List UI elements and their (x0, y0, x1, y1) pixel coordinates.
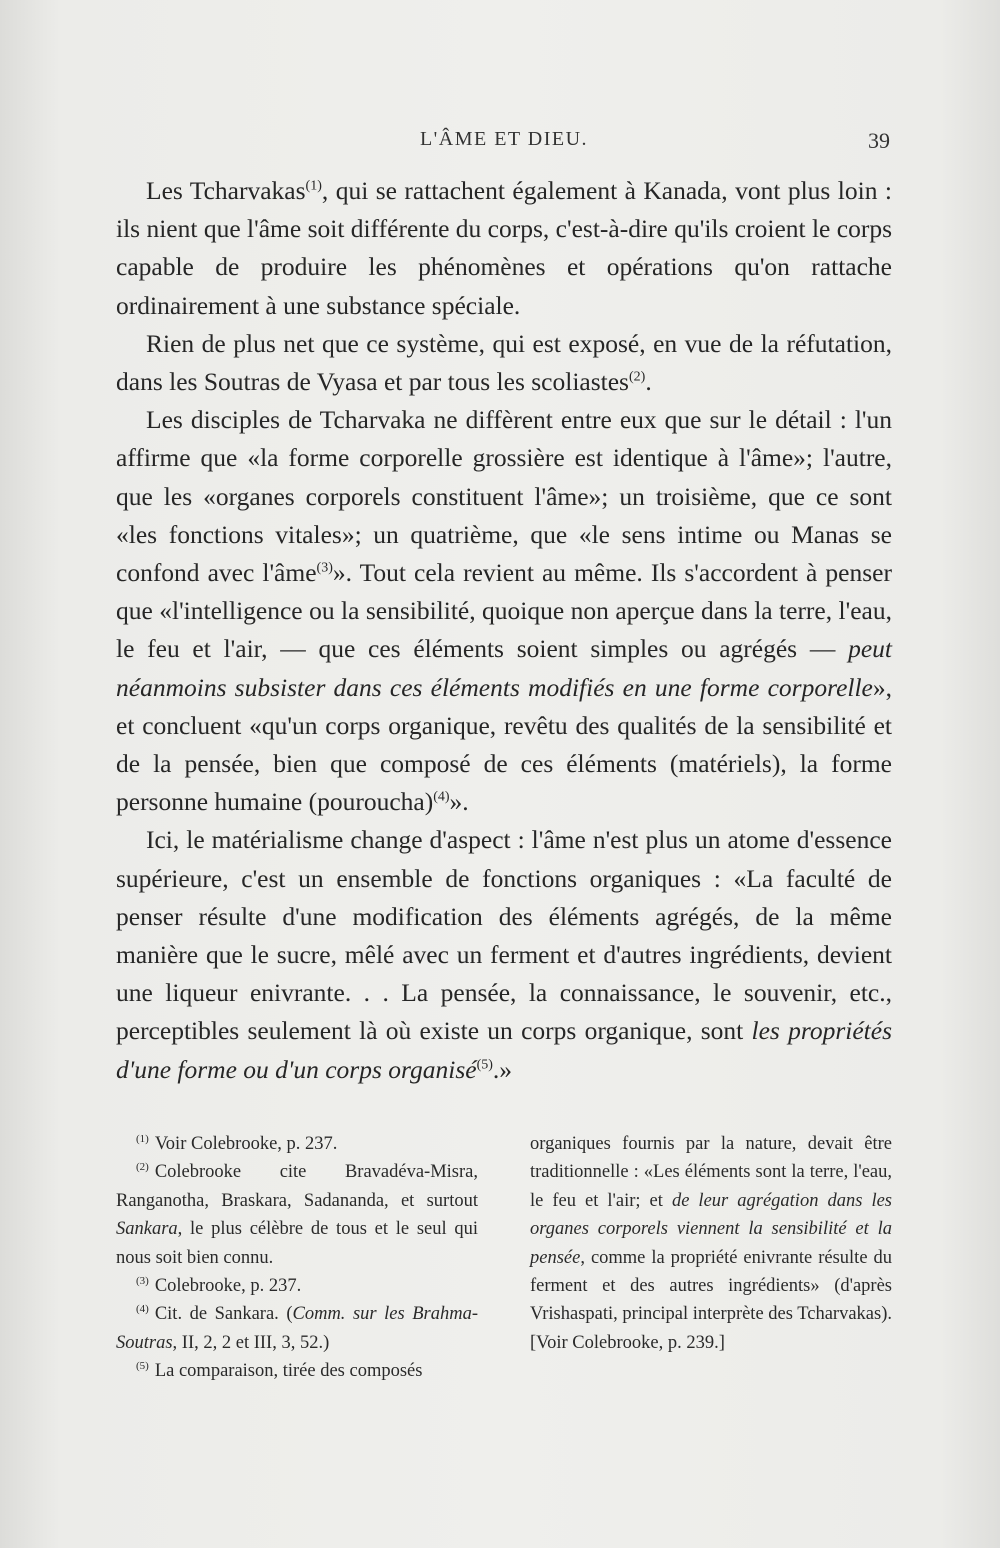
paragraph-2: Rien de plus net que ce système, qui est exposé, en vue de la réfutation, dans les Soutras de Vyasa et par tous les scoliastes$^{(2)}$. (116, 328, 892, 397)
footnote-ref-3: (3) (316, 560, 333, 576)
running-head: L'ÂME ET DIEU. (419, 128, 589, 150)
footnotes (116, 1130, 892, 1386)
footnote-5: $^{(5)}$ La comparaison, tirée des composés (136, 1360, 423, 1382)
footnotes-column-right (530, 1130, 892, 1386)
footnote-2: $^{(2)}$ Colebrooke cite Bravadéva-Misra, Ranganotha, Braskara, Sadananda, et surtout Sankara, le plus célèbre de tous et le seul qui nous soit bien connu. (116, 1161, 478, 1268)
footnote-4: $^{(4)}$ Cit. de Sankara. (Comm. sur les Brahma-Soutras, II, 2, 2 et III, 3, 52.) (116, 1303, 478, 1353)
paragraph-4: Ici, le matérialisme change d'aspect : l'âme n'est plus un atome d'essence supérieure, c'est un ensemble de fonctions organiques : «La faculté de penser résulte d'une modification des éléments agrégés, de la même manière que le sucre, mêlé avec un ferment et d'autres ingrédients, devient une liqueur enivrante. . . La pensée, la connaissance, le souvenir, etc., perceptibles seulement là où existe un corps organique, sont les propriétés d'une forme ou d'un corps organisé$^{(5)}$.» (116, 825, 892, 1084)
footnote-5-continued: organiques fournis par la nature, devait être traditionnelle : «Les éléments sont la terre, l'eau, le feu et l'air; et de leur agrégation dans les organes corporels viennent la sensibilité et la pensée, comme la propriété enivrante résulte du ferment et des autres ingrédients» (d'après Vrishaspati, principal interprète des Tcharvakas). [Voir Colebrooke, p. 239.] (530, 1134, 892, 1353)
page-header (118, 128, 890, 164)
footnote-ref-4: (4) (433, 789, 450, 805)
paragraph-3: Les disciples de Tcharvaka ne diffèrent entre eux que sur le détail : l'un affirme que «la forme corporelle grossière est identique à l'âme»; l'autre, que les «organes corporels constituent l'âme»; un troisième, que ce sont «les fonctions vitales»; un quatrième, que «le sens intime ou Manas se confond avec l'âme$^{(3)}$». Tout cela revient au même. Ils s'accordent à penser que «l'intelligence ou la sensibilité, quoique non aperçue dans la terre, l'eau, le feu et l'air, — que ces éléments soient simples ou agrégés — peut néanmoins subsister dans ces éléments modifiés en une forme corporelle», et concluent «qu'un corps organique, revêtu des qualités de la sensibilité et de la pensée, bien que composé de ces éléments (matériels), la forme personne humaine (pouroucha)$^{(4)}$». (116, 405, 892, 817)
footnote-ref-1: (1) (305, 178, 322, 194)
italic-quote: les propriétés d'une forme ou d'un corps organisé (116, 1016, 892, 1084)
footnotes-column-left (116, 1130, 478, 1386)
footnote-3: $^{(3)}$ Colebrooke, p. 237. (136, 1274, 302, 1297)
footnote-ref-2: (2) (628, 369, 646, 385)
footnote-ref-5: (5) (476, 1057, 493, 1073)
main-text (116, 172, 892, 1089)
footnote-1: $^{(1)}$ Voir Colebrooke, p. 237. (136, 1132, 338, 1154)
italic-quote: peut néanmoins subsister dans ces éléments modifiés en une forme corporelle (116, 634, 892, 702)
paragraph-1: Les Tcharvakas$^{(1)}$, qui se rattachent également à Kanada, vont plus loin : ils nient que l'âme soit différente du corps, c'est-à-dire qu'ils croient le corps capable de produire les phénomènes et opérations qu'on rattache ordinairement à une substance spéciale. (116, 176, 893, 320)
page-number: 39 (868, 128, 890, 153)
